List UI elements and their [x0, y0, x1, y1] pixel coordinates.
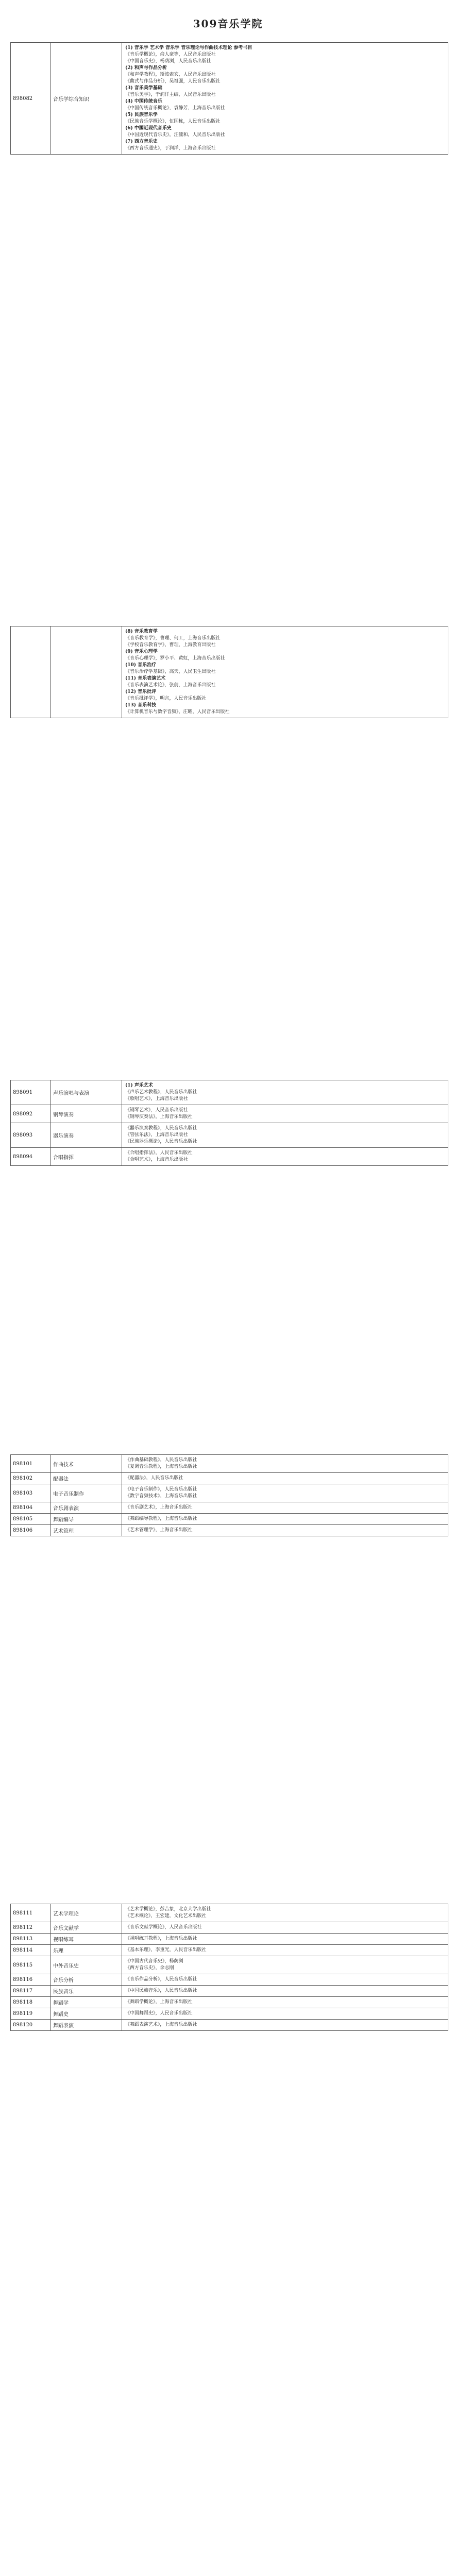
- course-code: 898118: [11, 1997, 51, 2008]
- reference-line: 《中国传统音乐概论》，袁静芳，上海音乐出版社: [125, 106, 225, 111]
- course-code: 898113: [11, 1934, 51, 1944]
- reference-line: 《艺术学概论》，彭吉象，北京大学出版社: [125, 1907, 211, 1912]
- course-code: 898102: [11, 1473, 51, 1484]
- reference-line: 《合唱指挥法》，人民音乐出版社: [125, 1150, 193, 1156]
- reference-line: 《数字音频技术》，上海音乐出版社: [125, 1494, 197, 1499]
- table-row: [11, 2008, 448, 2020]
- course-name: 舞蹈史: [51, 2008, 122, 2019]
- table-row: [11, 1484, 448, 1502]
- table-row: [11, 1502, 448, 1514]
- reference-table: [10, 1904, 448, 2031]
- course-name: 舞蹈编导: [51, 1514, 122, 1524]
- table-row: [11, 2020, 448, 2031]
- reference-line: (5) 民族音乐学: [125, 112, 158, 117]
- reference-line: 《民族音乐学概论》，伍国栋，人民音乐出版社: [125, 119, 221, 124]
- reference-line: 《中国近现代音乐史》，汪毓和，人民音乐出版社: [125, 132, 225, 138]
- reference-line: 《音乐学概论》，俞人豪等，人民音乐出版社: [125, 52, 216, 57]
- reference-line: 《曲式与作品分析》，吴祖强，人民音乐出版社: [125, 79, 221, 84]
- course-code: 898091: [11, 1080, 51, 1105]
- table-row: [11, 1986, 448, 1997]
- table-row: [11, 626, 448, 718]
- course-code: 898114: [11, 1945, 51, 1956]
- reference-line: 《歌唱艺术》，上海音乐出版社: [125, 1096, 188, 1101]
- table-row: [11, 1514, 448, 1525]
- reference-list: [122, 1514, 448, 1524]
- reference-line: (9) 音乐心理学: [125, 649, 158, 654]
- reference-line: (10) 音乐治疗: [125, 663, 157, 668]
- table-row: [11, 1922, 448, 1934]
- table-row: [11, 1997, 448, 2008]
- reference-line: 《复调音乐教程》，上海音乐出版社: [125, 1464, 197, 1469]
- reference-line: 《作曲基础教程》，人民音乐出版社: [125, 1458, 197, 1463]
- course-code: 898111: [11, 1904, 51, 1922]
- reference-line: 《音乐美学》，于润洋主编，人民音乐出版社: [125, 92, 216, 97]
- table-row: [11, 43, 448, 155]
- course-code: 898105: [11, 1514, 51, 1524]
- course-name: 钢琴演奏: [51, 1105, 122, 1123]
- reference-line: 《艺术管理学》，上海音乐出版社: [125, 1528, 193, 1533]
- course-name: 艺术学理论: [51, 1904, 122, 1922]
- course-code: 898104: [11, 1502, 51, 1513]
- reference-line: 《音乐治疗学基础》，高天，人民卫生出版社: [125, 669, 216, 674]
- course-name: 舞蹈学: [51, 1997, 122, 2008]
- course-name: 音乐分析: [51, 1974, 122, 1985]
- course-name: 电子音乐制作: [51, 1484, 122, 1502]
- reference-line: 《音乐文献学概论》，人民音乐出版社: [125, 1925, 202, 1930]
- reference-list: [122, 1956, 448, 1974]
- reference-line: (8) 音乐教育学: [125, 629, 158, 634]
- course-name: 民族音乐: [51, 1986, 122, 1996]
- reference-line: 《舞蹈编导教程》，上海音乐出版社: [125, 1516, 197, 1521]
- course-code: 898101: [11, 1455, 51, 1472]
- reference-line: (6) 中国近现代音乐史: [125, 126, 172, 131]
- course-code: [11, 626, 51, 718]
- reference-list: [122, 43, 448, 154]
- table-row: [11, 1148, 448, 1166]
- reference-line: 《学校音乐教育学》，曹理，上海教育出版社: [125, 642, 216, 648]
- reference-list: [122, 1455, 448, 1472]
- course-name: 作曲技术: [51, 1455, 122, 1472]
- reference-line: 《民族器乐概论》，人民音乐出版社: [125, 1139, 197, 1144]
- reference-line: 《合唱艺术》，上海音乐出版社: [125, 1157, 188, 1162]
- course-name: 乐理: [51, 1945, 122, 1956]
- reference-list: [122, 1904, 448, 1922]
- reference-line: (11) 音乐表演艺术: [125, 676, 166, 681]
- reference-line: 《和声学教程》，斯波索宾，人民音乐出版社: [125, 72, 216, 77]
- reference-line: 《配器法》，人民音乐出版社: [125, 1476, 183, 1481]
- reference-line: 《中国民族音乐》，人民音乐出版社: [125, 1988, 197, 1993]
- reference-line: 《音乐批评学》，明言，人民音乐出版社: [125, 696, 207, 701]
- reference-list: [122, 1473, 448, 1484]
- course-name: 音乐文献学: [51, 1922, 122, 1933]
- course-name: 音乐学综合知识: [51, 43, 122, 154]
- reference-list: [122, 1934, 448, 1944]
- course-code: 898119: [11, 2008, 51, 2019]
- reference-line: 《基本乐理》，李重光，人民音乐出版社: [125, 1947, 207, 1953]
- course-name: 中外音乐史: [51, 1956, 122, 1974]
- reference-line: 《艺术概论》，王宏建，文化艺术出版社: [125, 1913, 207, 1919]
- course-name: [51, 626, 122, 718]
- course-code: 898116: [11, 1974, 51, 1985]
- reference-table: [10, 626, 448, 718]
- reference-line: (1) 音乐学 艺术学 音乐学 音乐理论与作曲技术理论 参考书目: [125, 45, 252, 50]
- course-code: 898103: [11, 1484, 51, 1502]
- course-name: 艺术管理: [51, 1525, 122, 1536]
- reference-line: 《舞蹈学概论》，上海音乐出版社: [125, 1999, 193, 2005]
- course-name: 舞蹈表演: [51, 2020, 122, 2030]
- reference-list: [122, 1484, 448, 1502]
- table-row: [11, 1525, 448, 1536]
- reference-line: (2) 和声与作品分析: [125, 65, 167, 71]
- reference-list: [122, 1922, 448, 1933]
- course-code: 898117: [11, 1986, 51, 1996]
- reference-list: [122, 1123, 448, 1147]
- reference-line: 《音乐剧艺术》，上海音乐出版社: [125, 1505, 193, 1510]
- reference-line: 《音乐作品分析》，人民音乐出版社: [125, 1977, 197, 1982]
- reference-line: 《音乐教育学》，曹理、何工，上海音乐出版社: [125, 636, 221, 641]
- reference-list: [122, 1525, 448, 1536]
- table-row: [11, 1934, 448, 1945]
- table-row: [11, 1080, 448, 1105]
- course-code: 898106: [11, 1525, 51, 1536]
- reference-line: 《声乐艺术教程》，人民音乐出版社: [125, 1090, 197, 1095]
- course-code: 898094: [11, 1148, 51, 1165]
- table-row: [11, 1974, 448, 1986]
- table-row: [11, 1956, 448, 1974]
- reference-line: 《西方音乐通史》，于润洋，上海音乐出版社: [125, 146, 216, 151]
- reference-line: 《管弦乐法》，上海音乐出版社: [125, 1132, 188, 1138]
- reference-list: [122, 1148, 448, 1165]
- reference-list: [122, 1986, 448, 1996]
- reference-line: 《器乐演奏教程》，人民音乐出版社: [125, 1126, 197, 1131]
- table-row: [11, 1123, 448, 1148]
- reference-line: 《音乐心理学》，罗小平、黄虹，上海音乐出版社: [125, 656, 225, 661]
- course-code: 898093: [11, 1123, 51, 1147]
- reference-line: (13) 音乐科技: [125, 703, 157, 708]
- table-row: [11, 1105, 448, 1123]
- reference-list: [122, 1080, 448, 1105]
- reference-list: [122, 1502, 448, 1513]
- course-name: 合唱指挥: [51, 1148, 122, 1165]
- course-name: 视唱练耳: [51, 1934, 122, 1944]
- reference-line: (1) 声乐艺术: [125, 1083, 153, 1088]
- reference-line: 《中国舞蹈史》，人民音乐出版社: [125, 2011, 193, 2016]
- reference-list: [122, 1974, 448, 1985]
- reference-line: 《中国音乐史》，杨荫浏，人民音乐出版社: [125, 59, 211, 64]
- course-code: 898115: [11, 1956, 51, 1974]
- reference-list: [122, 2008, 448, 2019]
- reference-list: [122, 1997, 448, 2008]
- course-name: 音乐剧表演: [51, 1502, 122, 1513]
- reference-line: 《计算机音乐与数字音频》，庄曜，人民音乐出版社: [125, 709, 230, 715]
- table-row: [11, 1904, 448, 1922]
- reference-line: 《舞蹈表演艺术》，上海音乐出版社: [125, 2022, 197, 2027]
- reference-table: [10, 42, 448, 155]
- reference-table: [10, 1080, 448, 1166]
- reference-list: [122, 626, 448, 718]
- reference-line: (3) 音乐美学基础: [125, 86, 162, 91]
- reference-list: [122, 2020, 448, 2030]
- reference-line: (12) 音乐批评: [125, 689, 157, 694]
- reference-list: [122, 1945, 448, 1956]
- reference-line: 《西方音乐史》，余志刚: [125, 1965, 174, 1971]
- table-row: [11, 1473, 448, 1484]
- course-code: 898112: [11, 1922, 51, 1933]
- reference-table: [10, 1454, 448, 1536]
- course-code: 898092: [11, 1105, 51, 1123]
- course-name: 器乐演奏: [51, 1123, 122, 1147]
- reference-list: [122, 1105, 448, 1123]
- table-row: [11, 1945, 448, 1956]
- course-name: 配器法: [51, 1473, 122, 1484]
- course-code: 898120: [11, 2020, 51, 2030]
- reference-line: 《音乐表演艺术论》，张前，上海音乐出版社: [125, 683, 216, 688]
- reference-line: 《电子音乐制作》，人民音乐出版社: [125, 1487, 197, 1492]
- reference-line: 《中国古代音乐史》，杨荫浏: [125, 1959, 183, 1964]
- course-name: 声乐演唱与表演: [51, 1080, 122, 1105]
- reference-line: 《钢琴艺术》，人民音乐出版社: [125, 1108, 188, 1113]
- reference-line: (4) 中国传统音乐: [125, 99, 162, 104]
- course-code: 898082: [11, 43, 51, 154]
- table-row: [11, 1455, 448, 1473]
- page-title: 309音乐学院: [193, 18, 263, 30]
- reference-line: 《视唱练耳教程》，上海音乐出版社: [125, 1936, 197, 1941]
- reference-line: 《钢琴演奏法》，上海音乐出版社: [125, 1114, 193, 1120]
- reference-line: (7) 西方音乐史: [125, 139, 158, 144]
